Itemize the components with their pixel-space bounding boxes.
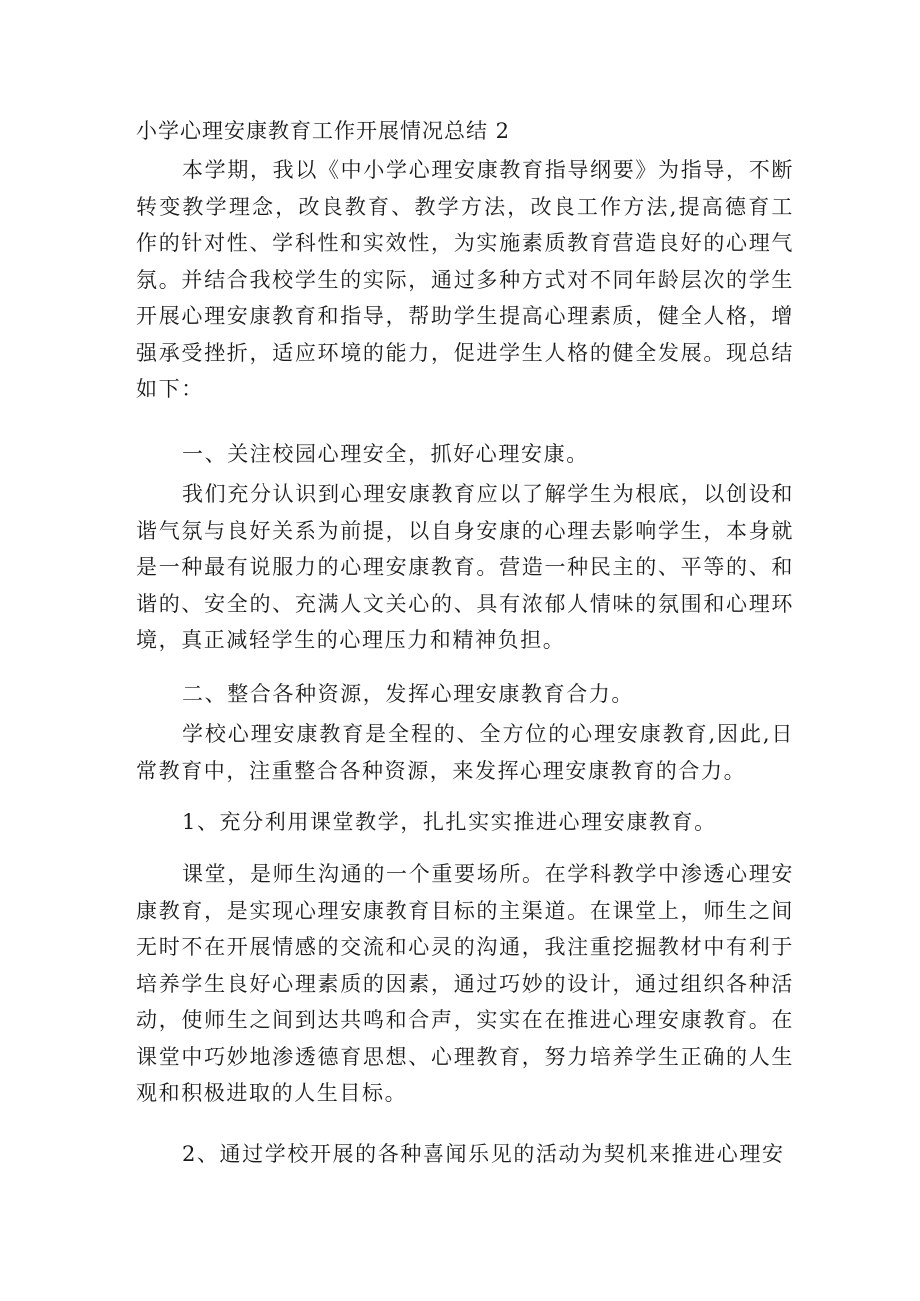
section-2-heading: 二、整合各种资源，发挥心理安康教育合力。 (182, 682, 634, 706)
section-2-paragraph: 学校心理安康教育是全程的、全方位的心理安康教育,因此,日常教育中，注重整合各种资源，来发挥心理安康教育的合力。 (136, 722, 794, 783)
item-1-heading: 1、充分利用课堂教学，扎扎实实推进心理安康教育。 (182, 810, 717, 834)
document-title: 小学心理安康教育工作开展情况总结 2 (136, 119, 511, 143)
item-2-heading: 2、通过学校开展的各种喜闻乐见的活动为契机来推进心理安 (182, 1142, 785, 1166)
section-1-paragraph: 我们充分认识到心理安康教育应以了解学生为根底，以创设和谐气氛与良好关系为前提，以自身安康的心理去影响学生，本身就是一种最有说服力的心理安康教育。营造一种民主的、平等的、和谐的、安全的、充满人文关心的、具有浓郁人情味的氛围和心理环境，真正减轻学生的心理压力和精神负担。 (136, 482, 794, 652)
section-1-heading: 一、关注校园心理安全，抓好心理安康。 (182, 442, 589, 466)
intro-paragraph: 本学期，我以《中小学心理安康教育指导纲要》为指导，不断转变教学理念，改良教育、教学方法，改良工作方法,提高德育工作的针对性、学科性和实效性，为实施素质教育营造良好的心理气氛。并结合我校学生的实际，通过多种方式对不同年龄层次的学生开展心理安康教育和指导，帮助学生提高心理素质，健全人格，增强承受挫折，适应环境的能力，促进学生人格的健全发展。现总结如下： (136, 158, 794, 401)
item-1-paragraph: 课堂，是师生沟通的一个重要场所。在学科教学中渗透心理安康教育，是实现心理安康教育目标的主渠道。在课堂上，师生之间无时不在开展情感的交流和心灵的沟通，我注重挖掘教材中有利于培养学生良好心理素质的因素，通过巧妙的设计，通过组织各种活动，使师生之间到达共鸣和合声，实实在在推进心理安康教育。在课堂中巧妙地渗透德育思想、心理教育，努力培养学生正确的人生观和积极进取的人生目标。 (136, 862, 794, 1105)
